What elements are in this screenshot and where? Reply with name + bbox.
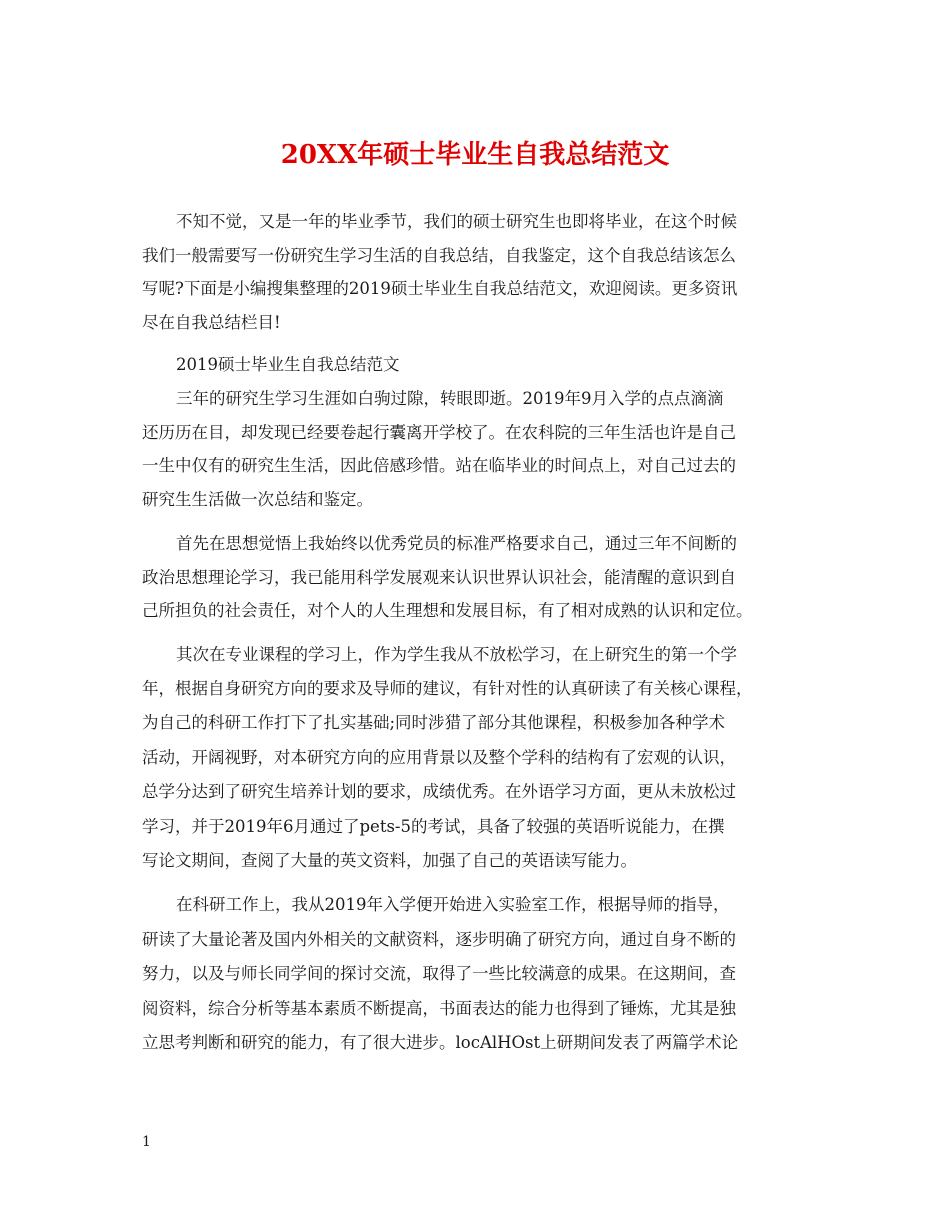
paragraph-line: 学习，并于2019年6月通过了pets-5的考试，具备了较强的英语听说能力，在撰 [142,817,725,836]
paragraph-line: 首先在思想觉悟上我始终以优秀党员的标准严格要求自己，通过三年不间断的 [176,534,737,553]
paragraph-line: 研读了大量论著及国内外相关的文献资料，逐步明确了研究方向，通过自身不断的 [142,930,736,949]
paragraph-line: 立思考判断和研究的能力，有了很大进步。locAlHOst上研期间发表了两篇学术论 [142,1033,739,1052]
paragraph-line: 政治思想理论学习，我已能用科学发展观来认识世界认识社会，能清醒的意识到自 [142,568,736,587]
paragraph-line: 其次在专业课程的学习上，作为学生我从不放松学习，在上研究生的第一个学 [176,645,737,664]
paragraph-line: 还历历在目，却发现已经要卷起行囊离开学校了。在农科院的三年生活也许是自己 [142,423,736,442]
section-heading: 2019硕士毕业生自我总结范文 [176,355,400,374]
paragraph-line: 写呢?下面是小编搜集整理的2019硕士毕业生自我总结范文，欢迎阅读。更多资讯 [142,279,738,298]
paragraph-line: 研究生生活做一次总结和鉴定。 [142,490,373,509]
paragraph-line: 努力，以及与师长同学间的探讨交流，取得了一些比较满意的成果。在这期间，查 [142,964,736,983]
paragraph-line: 活动，开阔视野，对本研究方向的应用背景以及整个学科的结构有了宏观的认识， [142,748,736,767]
paragraph-line: 总学分达到了研究生培养计划的要求，成绩优秀。在外语学习方面，更从未放松过 [142,782,736,801]
paragraph-line: 一生中仅有的研究生生活，因此倍感珍惜。站在临毕业的时间点上，对自己过去的 [142,456,736,475]
paragraph-line: 为自己的科研工作打下了扎实基础;同时涉猎了部分其他课程，积极参加各种学术 [142,713,726,732]
document-title: 20XX年硕士毕业生自我总结范文 [280,140,670,170]
page-number: 1 [142,1134,151,1150]
paragraph-line: 在科研工作上，我从2019年入学便开始进入实验室工作，根据导师的指导， [176,895,730,914]
paragraph-line: 尽在自我总结栏目! [142,313,281,332]
paragraph-line: 我们一般需要写一份研究生学习生活的自我总结，自我鉴定，这个自我总结该怎么 [142,246,736,265]
paragraph-line: 三年的研究生学习生涯如白驹过隙，转眼即逝。2019年9月入学的点点滴滴 [176,389,724,408]
paragraph-line: 己所担负的社会责任，对个人的人生理想和发展目标，有了相对成熟的认识和定位。 [142,601,753,620]
paragraph-line: 写论文期间，查阅了大量的英文资料，加强了自己的英语读写能力。 [142,851,637,870]
paragraph-line: 年，根据自身研究方向的要求及导师的建议，有针对性的认真研读了有关核心课程， [142,679,753,698]
paragraph-line: 阅资料，综合分析等基本素质不断提高，书面表达的能力也得到了锤炼，尤其是独 [142,999,736,1018]
paragraph-line: 不知不觉，又是一年的毕业季节，我们的硕士研究生也即将毕业，在这个时候 [176,212,737,231]
